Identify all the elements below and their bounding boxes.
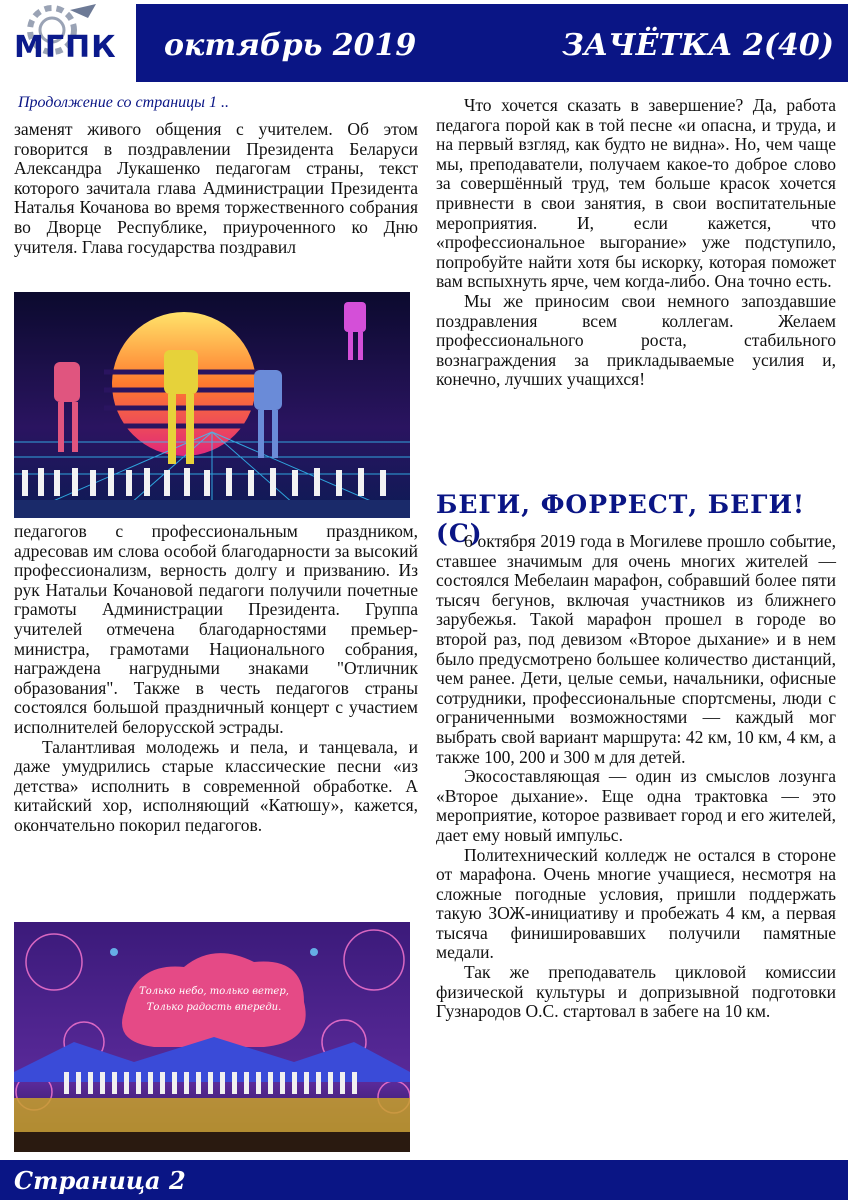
left-paragraph-3: Талантливая молодежь и пела, и танцевала, и даже умудрились старые классические песни «из детства» исполнить в современной обработке. А китайский хор, исполняющий «Катюшу», кажется, окончательно покорил педагогов. [14,736,418,835]
continuation-note: Продолжение со страницы 1 .. [18,94,229,111]
stage-slogan: Только небо, только ветер, [139,986,289,997]
right-paragraph-6: Так же преподаватель цикловой комиссии физической культуры и допризывной подготовки Гузнародов О.С. стартовал в забеге на 10 км. [436,962,836,1022]
right-paragraph-4: Экосоставляющая — один из смыслов лозунга «Второе дыхание». Еще одна трактовка — это мероприятие, которое развивает город и его жителей, дает ему новый импульс. [436,766,836,845]
right-paragraph-3: 6 октября 2019 года в Могилеве прошло событие, ставшее значимым для очень многих жителей — состоялся Мебелаин марафон, собравший более пяти тысяч бегунов, включая участников из ближнего зарубежья. Такой марафон прошел в городе во второй раз, под девизом «Второе дыхание» и в нем было предусмотрено большее количество дистанций, чем ранее. Дети, целые семьи, начальники, офисные сотрудники, профессиональные спортсмены, люди с ограниченными возможностями — каждый мог выбрать свой вариант маршрута: 42 км, 10 км, 4 км, а также 100, 200 и 300 м для детей. [436,531,836,767]
right-paragraph-2: Мы же приносим свои немного запоздавшие поздравления всем коллегам. Желаем профессионального роста, стабильного вознаграждения за прикладываемые усилия и, конечно, лучших учащихся! [436,290,836,390]
left-column-top [14,120,418,257]
college-logo [0,0,136,84]
issue-date: октябрь 2019 [164,28,417,63]
logo-text: МГПК [14,30,117,65]
right-column-top [436,96,836,390]
right-paragraph-1: Что хочется сказать в завершение? Да, работа педагога порой как в той песне «и опасна, и труда, и на первый взгляд, как будто не видна». Но, чем чаще мы, преподаватели, получаем какое-то доброе слово за совершённый труд, тем больше красок хочется привнести в свои занятия, в свои воспитательные мероприятия. И, если кажется, что «профессиональное выгорание» уже подступило, попробуйте найти хотя бы искорку, которая поможет вам вспыхнуть ярче, чем когда-либо. Она точно есть. [436,95,836,292]
left-paragraph-1: заменят живого общения с учителем. Об этом говорится в поздравлении Президента Беларуси Александра Лукашенко педагогам страны, текст которого зачитала глава Администрации Президента Наталья Кочанова во время торжественного собрания во Дворце Республике, приуроченного ко Дню учителя. Глава государства поздравил [14,119,418,257]
page-number: Страница 2 [14,1166,186,1195]
svg-text:Только радость впереди.: Только радость впереди. [146,1002,282,1013]
page-footer [0,1160,848,1200]
concert-photo-robots [14,292,410,518]
header-bar [136,4,848,82]
newspaper-title: ЗАЧЁТКА 2(40) [562,28,834,63]
right-paragraph-5: Политехнический колледж не остался в стороне от марафона. Очень многие учащиеся, несмотря на сложные погодные условия, пришли поддержать такую ЗОЖ-инициативу и пробежать 4 км, а первая тысяча финишировавших получили памятные медали. [436,844,836,963]
right-column-bottom [436,532,836,1022]
left-paragraph-2: педагогов с профессиональным праздником, адресовав им слова особой благодарности за высокий профессионализм, верность долгу и призванию. Из рук Натальи Кочановой педагоги получили почетные грамоты Администрации Президента. Группа учителей отмечена благодарностями премьер-министра, грамотами Национального собрания, награждена нагрудными знаками "Отличник образования". Также в честь педагогов страны состоялся большой праздничный концерт с участием исполнителей белорусской эстрады. [14,521,418,737]
page-header [0,0,848,84]
article-title: БЕГИ, ФОРРЕСТ, БЕГИ! (С) [436,490,806,548]
concert-photo-choir [14,922,410,1152]
left-column-bottom [14,522,418,836]
